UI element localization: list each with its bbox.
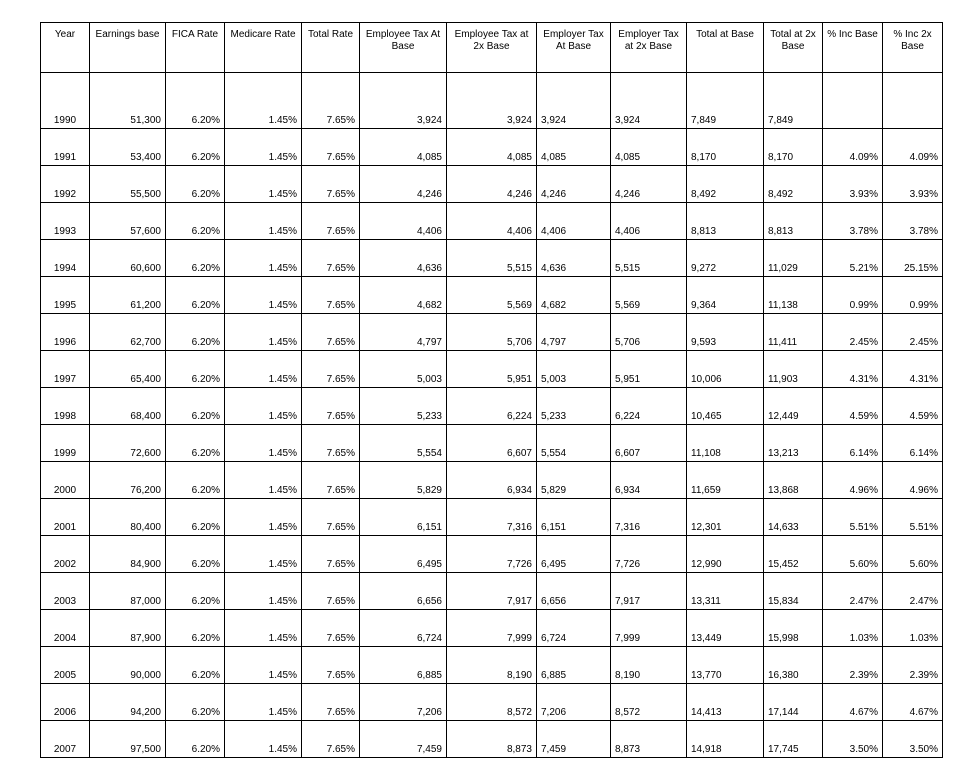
- cell-earnings-base: 62,700: [90, 314, 166, 351]
- cell-pct-inc-base: 5.51%: [823, 499, 883, 536]
- cell-total-2x: 11,411: [764, 314, 823, 351]
- cell-employer-tax-2x: 8,572: [611, 684, 687, 721]
- cell-pct-inc-2x: [883, 73, 943, 129]
- cell-pct-inc-2x: 2.47%: [883, 573, 943, 610]
- cell-pct-inc-base: 3.93%: [823, 166, 883, 203]
- cell-year: 2007: [41, 721, 90, 758]
- cell-employer-tax-base: 5,554: [537, 425, 611, 462]
- tax-table: [40, 22, 943, 758]
- cell-employee-tax-2x: 7,316: [447, 499, 537, 536]
- cell-employee-tax-base: 4,636: [360, 240, 447, 277]
- cell-pct-inc-base: 5.21%: [823, 240, 883, 277]
- table-row: [41, 351, 943, 388]
- cell-employee-tax-2x: 3,924: [447, 73, 537, 129]
- cell-employee-tax-base: 4,246: [360, 166, 447, 203]
- cell-total-2x: 8,492: [764, 166, 823, 203]
- cell-fica-rate: 6.20%: [166, 240, 225, 277]
- cell-total-base: 12,990: [687, 536, 764, 573]
- table-row: [41, 388, 943, 425]
- col-header-total-rate: Total Rate: [302, 23, 360, 73]
- cell-pct-inc-base: 0.99%: [823, 277, 883, 314]
- cell-total-2x: 13,213: [764, 425, 823, 462]
- cell-total-rate: 7.65%: [302, 425, 360, 462]
- cell-total-base: 13,449: [687, 610, 764, 647]
- cell-employee-tax-2x: 5,569: [447, 277, 537, 314]
- cell-total-2x: 15,834: [764, 573, 823, 610]
- cell-fica-rate: 6.20%: [166, 684, 225, 721]
- col-header-employee-tax-base: Employee Tax At Base: [360, 23, 447, 73]
- col-header-pct-inc-base: % Inc Base: [823, 23, 883, 73]
- cell-employee-tax-base: 6,656: [360, 573, 447, 610]
- table-row: [41, 425, 943, 462]
- cell-employee-tax-2x: 4,406: [447, 203, 537, 240]
- cell-fica-rate: 6.20%: [166, 425, 225, 462]
- cell-earnings-base: 87,900: [90, 610, 166, 647]
- cell-employer-tax-2x: 4,406: [611, 203, 687, 240]
- cell-total-rate: 7.65%: [302, 647, 360, 684]
- table-row: [41, 499, 943, 536]
- cell-earnings-base: 97,500: [90, 721, 166, 758]
- cell-employee-tax-base: 5,829: [360, 462, 447, 499]
- cell-pct-inc-base: 6.14%: [823, 425, 883, 462]
- cell-employer-tax-2x: 5,569: [611, 277, 687, 314]
- cell-total-base: 9,272: [687, 240, 764, 277]
- cell-medicare-rate: 1.45%: [225, 684, 302, 721]
- cell-total-rate: 7.65%: [302, 351, 360, 388]
- cell-pct-inc-base: 4.31%: [823, 351, 883, 388]
- cell-year: 1998: [41, 388, 90, 425]
- cell-employer-tax-base: 4,636: [537, 240, 611, 277]
- cell-pct-inc-2x: 4.59%: [883, 388, 943, 425]
- cell-employer-tax-base: 6,495: [537, 536, 611, 573]
- cell-employer-tax-2x: 3,924: [611, 73, 687, 129]
- cell-employer-tax-base: 5,233: [537, 388, 611, 425]
- cell-fica-rate: 6.20%: [166, 573, 225, 610]
- cell-employer-tax-base: 7,459: [537, 721, 611, 758]
- cell-total-base: 13,770: [687, 647, 764, 684]
- cell-medicare-rate: 1.45%: [225, 721, 302, 758]
- cell-total-2x: 15,452: [764, 536, 823, 573]
- cell-employer-tax-base: 5,829: [537, 462, 611, 499]
- cell-total-rate: 7.65%: [302, 129, 360, 166]
- cell-pct-inc-base: 4.67%: [823, 684, 883, 721]
- cell-employer-tax-2x: 5,515: [611, 240, 687, 277]
- cell-employer-tax-base: 4,085: [537, 129, 611, 166]
- cell-total-rate: 7.65%: [302, 388, 360, 425]
- cell-pct-inc-base: 3.50%: [823, 721, 883, 758]
- table-row: [41, 536, 943, 573]
- cell-medicare-rate: 1.45%: [225, 536, 302, 573]
- cell-pct-inc-2x: 2.45%: [883, 314, 943, 351]
- cell-total-rate: 7.65%: [302, 610, 360, 647]
- table-row: [41, 684, 943, 721]
- cell-earnings-base: 76,200: [90, 462, 166, 499]
- cell-employee-tax-2x: 7,999: [447, 610, 537, 647]
- col-header-employer-tax-2x: Employer Tax at 2x Base: [611, 23, 687, 73]
- table-row: [41, 721, 943, 758]
- cell-fica-rate: 6.20%: [166, 351, 225, 388]
- cell-total-2x: 8,813: [764, 203, 823, 240]
- cell-fica-rate: 6.20%: [166, 388, 225, 425]
- cell-fica-rate: 6.20%: [166, 647, 225, 684]
- cell-year: 1994: [41, 240, 90, 277]
- cell-total-base: 8,813: [687, 203, 764, 240]
- cell-employee-tax-2x: 8,873: [447, 721, 537, 758]
- cell-employer-tax-base: 4,682: [537, 277, 611, 314]
- cell-total-2x: 17,144: [764, 684, 823, 721]
- cell-employee-tax-base: 5,003: [360, 351, 447, 388]
- cell-year: 2001: [41, 499, 90, 536]
- col-header-year: Year: [41, 23, 90, 73]
- cell-total-2x: 13,868: [764, 462, 823, 499]
- cell-pct-inc-2x: 4.31%: [883, 351, 943, 388]
- cell-earnings-base: 51,300: [90, 73, 166, 129]
- cell-year: 2006: [41, 684, 90, 721]
- cell-fica-rate: 6.20%: [166, 462, 225, 499]
- cell-employer-tax-base: 6,151: [537, 499, 611, 536]
- cell-employer-tax-2x: 8,190: [611, 647, 687, 684]
- cell-total-base: 14,413: [687, 684, 764, 721]
- cell-total-base: 11,108: [687, 425, 764, 462]
- cell-employee-tax-base: 5,554: [360, 425, 447, 462]
- cell-year: 2005: [41, 647, 90, 684]
- cell-pct-inc-2x: 6.14%: [883, 425, 943, 462]
- table-body: [41, 73, 943, 758]
- cell-employer-tax-2x: 7,917: [611, 573, 687, 610]
- cell-pct-inc-2x: 3.93%: [883, 166, 943, 203]
- cell-employee-tax-2x: 5,951: [447, 351, 537, 388]
- cell-earnings-base: 90,000: [90, 647, 166, 684]
- cell-employee-tax-2x: 4,246: [447, 166, 537, 203]
- cell-employee-tax-base: 7,459: [360, 721, 447, 758]
- cell-total-2x: 11,903: [764, 351, 823, 388]
- cell-earnings-base: 57,600: [90, 203, 166, 240]
- cell-pct-inc-2x: 4.67%: [883, 684, 943, 721]
- cell-pct-inc-2x: 5.60%: [883, 536, 943, 573]
- cell-pct-inc-base: 2.39%: [823, 647, 883, 684]
- col-header-earnings-base: Earnings base: [90, 23, 166, 73]
- cell-year: 2002: [41, 536, 90, 573]
- cell-employee-tax-2x: 8,572: [447, 684, 537, 721]
- cell-pct-inc-base: 4.96%: [823, 462, 883, 499]
- cell-total-base: 9,364: [687, 277, 764, 314]
- cell-earnings-base: 55,500: [90, 166, 166, 203]
- cell-total-2x: 14,633: [764, 499, 823, 536]
- cell-total-base: 8,492: [687, 166, 764, 203]
- cell-year: 1993: [41, 203, 90, 240]
- table-row: [41, 240, 943, 277]
- cell-total-rate: 7.65%: [302, 462, 360, 499]
- cell-employer-tax-2x: 4,085: [611, 129, 687, 166]
- cell-pct-inc-base: 2.45%: [823, 314, 883, 351]
- cell-employee-tax-base: 3,924: [360, 73, 447, 129]
- cell-earnings-base: 61,200: [90, 277, 166, 314]
- cell-total-base: 10,006: [687, 351, 764, 388]
- cell-fica-rate: 6.20%: [166, 203, 225, 240]
- col-header-total-2x: Total at 2x Base: [764, 23, 823, 73]
- cell-year: 1990: [41, 73, 90, 129]
- cell-employer-tax-base: 4,406: [537, 203, 611, 240]
- col-header-medicare-rate: Medicare Rate: [225, 23, 302, 73]
- table-row: [41, 462, 943, 499]
- cell-earnings-base: 84,900: [90, 536, 166, 573]
- cell-fica-rate: 6.20%: [166, 610, 225, 647]
- cell-pct-inc-base: 4.09%: [823, 129, 883, 166]
- table-row: [41, 573, 943, 610]
- col-header-fica-rate: FICA Rate: [166, 23, 225, 73]
- cell-employer-tax-2x: 4,246: [611, 166, 687, 203]
- cell-employee-tax-base: 6,151: [360, 499, 447, 536]
- cell-fica-rate: 6.20%: [166, 73, 225, 129]
- cell-total-rate: 7.65%: [302, 73, 360, 129]
- cell-employee-tax-base: 4,682: [360, 277, 447, 314]
- cell-employer-tax-base: 3,924: [537, 73, 611, 129]
- cell-total-rate: 7.65%: [302, 573, 360, 610]
- cell-year: 1997: [41, 351, 90, 388]
- cell-total-rate: 7.65%: [302, 277, 360, 314]
- cell-medicare-rate: 1.45%: [225, 73, 302, 129]
- cell-employer-tax-2x: 5,706: [611, 314, 687, 351]
- cell-medicare-rate: 1.45%: [225, 203, 302, 240]
- table-row: [41, 647, 943, 684]
- cell-employee-tax-base: 6,495: [360, 536, 447, 573]
- table-row: [41, 73, 943, 129]
- cell-employee-tax-2x: 6,607: [447, 425, 537, 462]
- cell-employer-tax-base: 5,003: [537, 351, 611, 388]
- cell-employee-tax-2x: 7,917: [447, 573, 537, 610]
- cell-employee-tax-2x: 7,726: [447, 536, 537, 573]
- cell-employer-tax-base: 6,656: [537, 573, 611, 610]
- cell-total-base: 13,311: [687, 573, 764, 610]
- cell-total-base: 10,465: [687, 388, 764, 425]
- cell-total-rate: 7.65%: [302, 166, 360, 203]
- cell-fica-rate: 6.20%: [166, 166, 225, 203]
- table-row: [41, 166, 943, 203]
- cell-total-2x: 15,998: [764, 610, 823, 647]
- cell-employee-tax-base: 5,233: [360, 388, 447, 425]
- cell-employer-tax-2x: 7,726: [611, 536, 687, 573]
- cell-medicare-rate: 1.45%: [225, 610, 302, 647]
- cell-year: 1995: [41, 277, 90, 314]
- cell-pct-inc-base: [823, 73, 883, 129]
- cell-pct-inc-base: 2.47%: [823, 573, 883, 610]
- cell-fica-rate: 6.20%: [166, 536, 225, 573]
- cell-total-2x: 16,380: [764, 647, 823, 684]
- cell-pct-inc-2x: 4.96%: [883, 462, 943, 499]
- cell-year: 1991: [41, 129, 90, 166]
- table-row: [41, 129, 943, 166]
- col-header-total-base: Total at Base: [687, 23, 764, 73]
- cell-employee-tax-base: 4,085: [360, 129, 447, 166]
- cell-employer-tax-2x: 6,934: [611, 462, 687, 499]
- cell-employee-tax-2x: 8,190: [447, 647, 537, 684]
- cell-fica-rate: 6.20%: [166, 277, 225, 314]
- col-header-employer-tax-base: Employer Tax At Base: [537, 23, 611, 73]
- cell-employee-tax-2x: 4,085: [447, 129, 537, 166]
- cell-total-rate: 7.65%: [302, 240, 360, 277]
- cell-employee-tax-2x: 5,515: [447, 240, 537, 277]
- cell-medicare-rate: 1.45%: [225, 573, 302, 610]
- cell-employer-tax-base: 4,797: [537, 314, 611, 351]
- cell-pct-inc-2x: 4.09%: [883, 129, 943, 166]
- cell-total-rate: 7.65%: [302, 203, 360, 240]
- cell-employee-tax-base: 4,406: [360, 203, 447, 240]
- cell-total-rate: 7.65%: [302, 684, 360, 721]
- cell-total-base: 14,918: [687, 721, 764, 758]
- cell-total-2x: 11,029: [764, 240, 823, 277]
- cell-total-2x: 12,449: [764, 388, 823, 425]
- cell-pct-inc-2x: 3.50%: [883, 721, 943, 758]
- col-header-employee-tax-2x: Employee Tax at 2x Base: [447, 23, 537, 73]
- cell-total-base: 8,170: [687, 129, 764, 166]
- cell-total-2x: 7,849: [764, 73, 823, 129]
- cell-total-base: 11,659: [687, 462, 764, 499]
- cell-year: 2003: [41, 573, 90, 610]
- cell-year: 1996: [41, 314, 90, 351]
- cell-employer-tax-base: 4,246: [537, 166, 611, 203]
- cell-year: 2000: [41, 462, 90, 499]
- cell-earnings-base: 53,400: [90, 129, 166, 166]
- cell-earnings-base: 68,400: [90, 388, 166, 425]
- cell-medicare-rate: 1.45%: [225, 129, 302, 166]
- cell-total-2x: 8,170: [764, 129, 823, 166]
- cell-medicare-rate: 1.45%: [225, 351, 302, 388]
- cell-medicare-rate: 1.45%: [225, 388, 302, 425]
- cell-earnings-base: 60,600: [90, 240, 166, 277]
- table-row: [41, 314, 943, 351]
- cell-earnings-base: 80,400: [90, 499, 166, 536]
- cell-employer-tax-base: 6,885: [537, 647, 611, 684]
- cell-total-base: 12,301: [687, 499, 764, 536]
- cell-year: 2004: [41, 610, 90, 647]
- cell-year: 1992: [41, 166, 90, 203]
- cell-employee-tax-2x: 6,934: [447, 462, 537, 499]
- cell-medicare-rate: 1.45%: [225, 314, 302, 351]
- cell-employer-tax-2x: 7,999: [611, 610, 687, 647]
- cell-employee-tax-base: 4,797: [360, 314, 447, 351]
- cell-employer-tax-2x: 6,607: [611, 425, 687, 462]
- cell-pct-inc-2x: 5.51%: [883, 499, 943, 536]
- cell-medicare-rate: 1.45%: [225, 462, 302, 499]
- cell-earnings-base: 72,600: [90, 425, 166, 462]
- cell-medicare-rate: 1.45%: [225, 166, 302, 203]
- header-row: [41, 23, 943, 73]
- cell-pct-inc-base: 1.03%: [823, 610, 883, 647]
- cell-pct-inc-2x: 25.15%: [883, 240, 943, 277]
- cell-pct-inc-2x: 2.39%: [883, 647, 943, 684]
- cell-earnings-base: 87,000: [90, 573, 166, 610]
- cell-total-rate: 7.65%: [302, 314, 360, 351]
- table-row: [41, 610, 943, 647]
- cell-pct-inc-2x: 0.99%: [883, 277, 943, 314]
- cell-year: 1999: [41, 425, 90, 462]
- table-row: [41, 203, 943, 240]
- cell-earnings-base: 94,200: [90, 684, 166, 721]
- cell-pct-inc-2x: 3.78%: [883, 203, 943, 240]
- cell-employee-tax-base: 7,206: [360, 684, 447, 721]
- cell-employee-tax-2x: 6,224: [447, 388, 537, 425]
- table-row: [41, 277, 943, 314]
- cell-total-base: 7,849: [687, 73, 764, 129]
- cell-employee-tax-base: 6,724: [360, 610, 447, 647]
- cell-total-2x: 17,745: [764, 721, 823, 758]
- cell-employee-tax-base: 6,885: [360, 647, 447, 684]
- cell-employer-tax-base: 6,724: [537, 610, 611, 647]
- cell-fica-rate: 6.20%: [166, 129, 225, 166]
- cell-pct-inc-base: 4.59%: [823, 388, 883, 425]
- cell-fica-rate: 6.20%: [166, 499, 225, 536]
- cell-medicare-rate: 1.45%: [225, 647, 302, 684]
- col-header-pct-inc-2x: % Inc 2x Base: [883, 23, 943, 73]
- cell-medicare-rate: 1.45%: [225, 499, 302, 536]
- cell-total-rate: 7.65%: [302, 499, 360, 536]
- cell-employer-tax-2x: 5,951: [611, 351, 687, 388]
- cell-total-rate: 7.65%: [302, 721, 360, 758]
- cell-total-rate: 7.65%: [302, 536, 360, 573]
- cell-employer-tax-base: 7,206: [537, 684, 611, 721]
- cell-medicare-rate: 1.45%: [225, 425, 302, 462]
- cell-fica-rate: 6.20%: [166, 721, 225, 758]
- cell-employer-tax-2x: 8,873: [611, 721, 687, 758]
- cell-employer-tax-2x: 7,316: [611, 499, 687, 536]
- cell-total-2x: 11,138: [764, 277, 823, 314]
- cell-medicare-rate: 1.45%: [225, 277, 302, 314]
- cell-employee-tax-2x: 5,706: [447, 314, 537, 351]
- cell-earnings-base: 65,400: [90, 351, 166, 388]
- cell-pct-inc-2x: 1.03%: [883, 610, 943, 647]
- cell-pct-inc-base: 3.78%: [823, 203, 883, 240]
- cell-total-base: 9,593: [687, 314, 764, 351]
- cell-medicare-rate: 1.45%: [225, 240, 302, 277]
- cell-pct-inc-base: 5.60%: [823, 536, 883, 573]
- cell-fica-rate: 6.20%: [166, 314, 225, 351]
- cell-employer-tax-2x: 6,224: [611, 388, 687, 425]
